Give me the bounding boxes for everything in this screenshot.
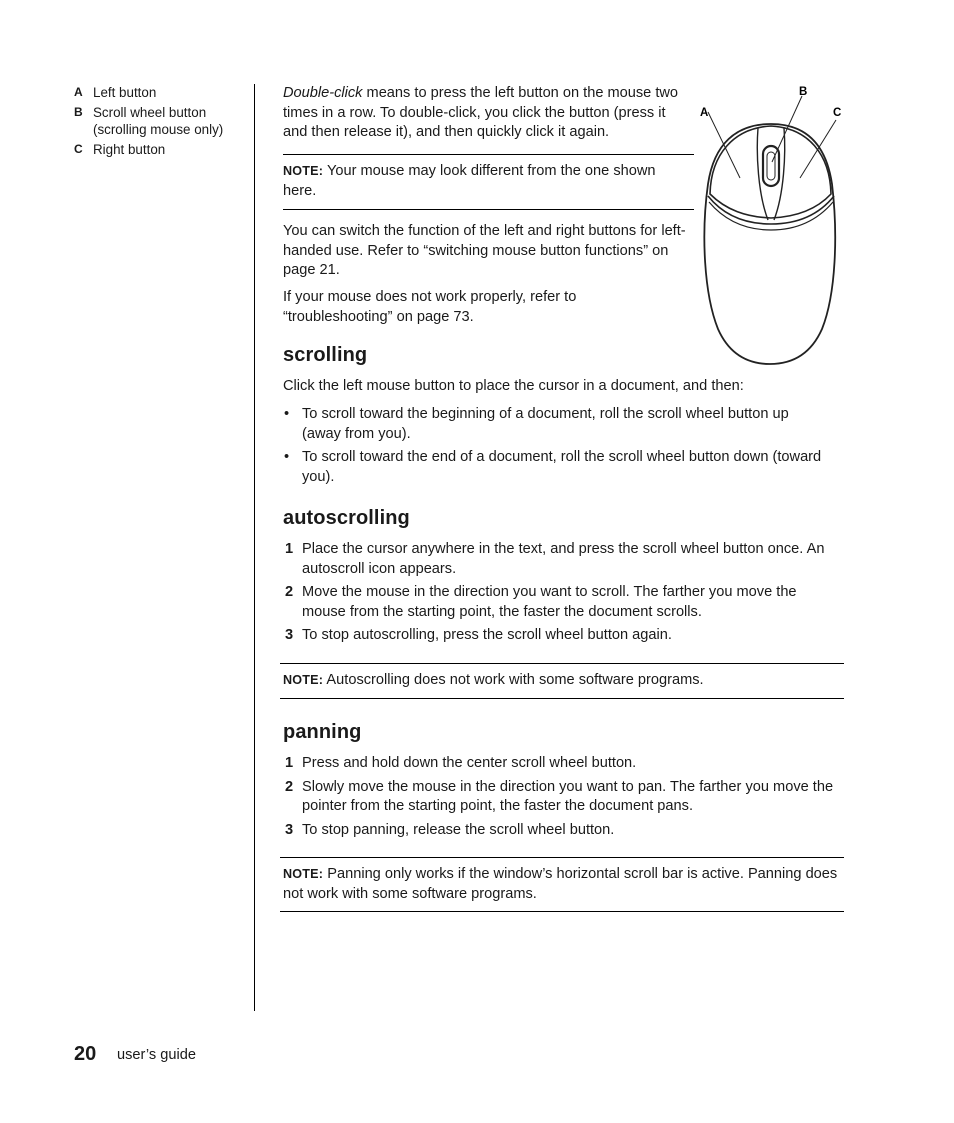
panning-heading: panning	[283, 721, 362, 743]
list-item: • To scroll toward the beginning of a document, roll the scroll wheel button up (away from you).	[284, 406, 789, 442]
note-text: Autoscrolling does not work with some software programs.	[323, 672, 704, 688]
label-b: B	[799, 86, 808, 98]
list-item: 3 To stop panning, release the scroll wheel button.	[285, 821, 615, 838]
panning-steps	[283, 754, 843, 844]
legend-key: C	[74, 142, 83, 156]
legend-item-c	[74, 141, 249, 158]
label-c: C	[833, 107, 842, 119]
scrolling-heading: scrolling	[283, 344, 368, 366]
troubleshooting-paragraph: If your mouse does not work properly, refer to “troubleshooting” on page 73.	[283, 289, 577, 325]
list-item: 3 To stop autoscrolling, press the scroll wheel button again.	[285, 627, 672, 643]
scrolling-list	[283, 405, 828, 491]
note-text: Your mouse may look different from the one shown here.	[283, 163, 656, 199]
note-label: NOTE:	[283, 867, 324, 881]
note-rule-bottom	[280, 911, 844, 912]
note-label: NOTE:	[283, 164, 324, 178]
legend-key: B	[74, 105, 83, 119]
legend-key: A	[74, 85, 83, 99]
mouse-illustration	[696, 84, 846, 368]
term-double-click: Double-click	[283, 85, 363, 101]
bullet-icon: •	[284, 449, 290, 465]
list-item: 1 Press and hold down the center scroll wheel button.	[285, 755, 637, 771]
label-a: A	[700, 107, 709, 119]
note-box	[283, 865, 841, 904]
note-text: Panning only works if the window’s horizontal scroll bar is active. Panning does not work with some software programs.	[283, 866, 838, 902]
list-item: 1 Place the cursor anywhere in the text, and press the scroll wheel button once. An autoscroll icon appears.	[285, 541, 825, 577]
autoscrolling-steps	[283, 540, 833, 650]
note-rule-bottom	[283, 209, 694, 210]
legend-item-a	[74, 84, 249, 101]
legend-item-b	[74, 104, 249, 138]
intro-text: means to press the left button on the mouse two times in a row. To double-click, you click the button (press it and then release it), and then quickly click it again.	[283, 85, 679, 140]
note-rule-top	[283, 154, 694, 155]
note-rule-top	[280, 857, 844, 858]
note-box	[283, 162, 688, 201]
note-label: NOTE:	[283, 673, 324, 687]
list-item: 2 Move the mouse in the direction you want to scroll. The farther you move the mouse from the starting point, the faster the document scrolls.	[285, 584, 797, 620]
legend-text: Left button	[93, 85, 157, 100]
legend-text: Scroll wheel button (scrolling mouse only)	[93, 105, 224, 137]
scrolling-intro: Click the left mouse button to place the cursor in a document, and then:	[283, 378, 744, 394]
figure-legend	[74, 84, 249, 161]
intro-paragraph	[283, 84, 693, 143]
list-item: • To scroll toward the end of a document, roll the scroll wheel button down (toward you).	[284, 449, 822, 485]
footer-title: user’s guide	[117, 1047, 196, 1063]
column-divider	[254, 84, 255, 1011]
page-number: 20	[74, 1043, 97, 1065]
list-item: 2 Slowly move the mouse in the direction you want to pan. The farther you move the pointer from the starting point, the faster the document pans.	[285, 778, 834, 814]
switch-buttons-paragraph: You can switch the function of the left and right buttons for left-handed use. Refer to “switching mouse button functions” on page 21.	[283, 223, 686, 278]
note-box	[283, 671, 838, 691]
legend-text: Right button	[93, 142, 166, 157]
autoscrolling-heading: autoscrolling	[283, 507, 410, 529]
note-rule-bottom	[280, 698, 844, 699]
note-rule-top	[280, 663, 844, 664]
bullet-icon: •	[284, 406, 290, 422]
